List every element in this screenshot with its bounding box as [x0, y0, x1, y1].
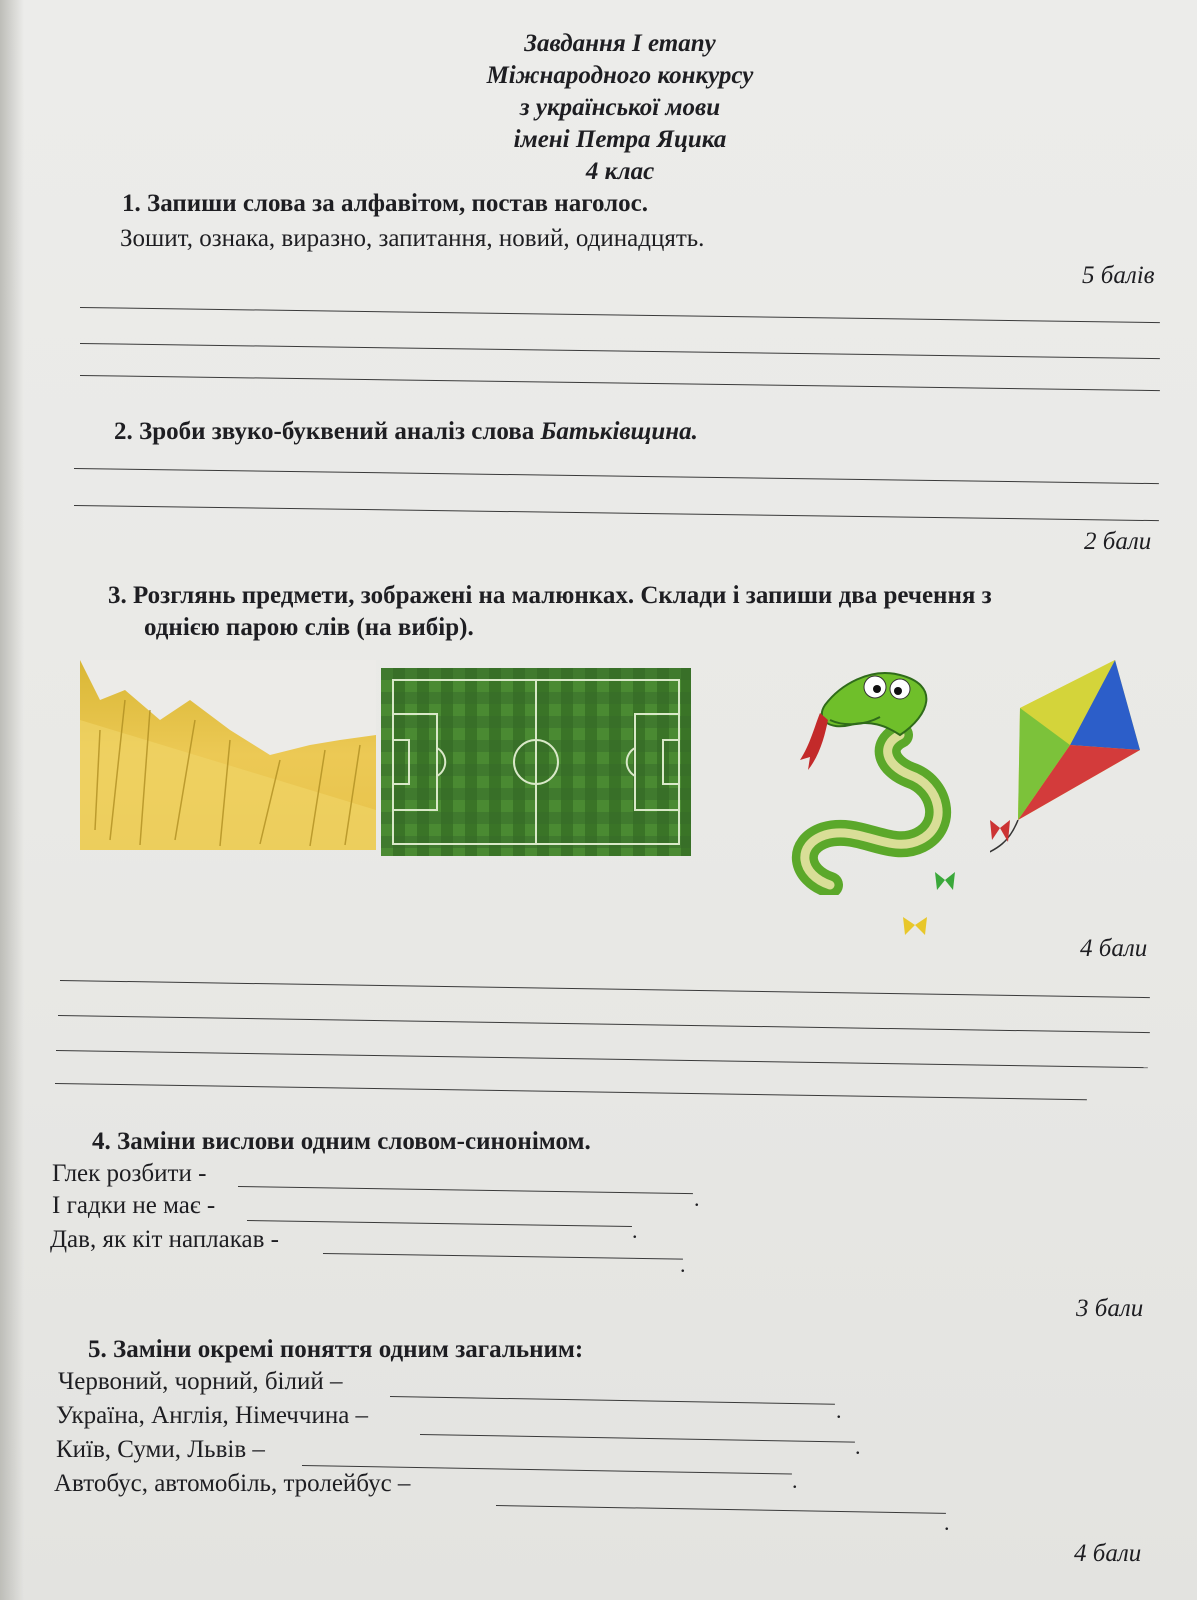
- header-line-5: 4 клас: [585, 158, 655, 185]
- answer-line[interactable]: [55, 1083, 1087, 1100]
- period: .: [855, 1434, 861, 1459]
- kite-picture: [990, 660, 1150, 920]
- wheat-field-picture: [80, 660, 376, 850]
- answer-line[interactable]: [247, 1220, 632, 1227]
- task3-title-line2: однією парою слів (на вибір).: [144, 614, 474, 641]
- football-field-picture: [381, 668, 691, 856]
- answer-line[interactable]: [58, 1015, 1150, 1033]
- answer-line[interactable]: [80, 307, 1160, 323]
- task4-points: 3 бали: [1076, 1295, 1144, 1322]
- answer-line[interactable]: [390, 1396, 835, 1405]
- task3-points: 4 бали: [1080, 935, 1148, 962]
- answer-line[interactable]: [323, 1253, 683, 1260]
- header-line-4: імені Петра Яцика: [513, 126, 727, 153]
- period: .: [792, 1468, 798, 1493]
- task5-item-1: Червоний, чорний, білий –: [58, 1368, 343, 1395]
- period: .: [632, 1218, 638, 1243]
- answer-line[interactable]: [74, 468, 1159, 484]
- task5-item-2: Україна, Англія, Німеччина –: [56, 1402, 369, 1429]
- period: .: [694, 1186, 700, 1211]
- header-line-3: з української мови: [519, 94, 721, 121]
- answer-line[interactable]: [80, 375, 1160, 391]
- header-line-2: Міжнародного конкурсу: [486, 62, 754, 89]
- page-shadow: [0, 0, 24, 1600]
- task4-item-3: Дав, як кіт наплакав -: [50, 1226, 279, 1253]
- task1-title: 1. Запиши слова за алфавітом, постав наголос.: [122, 190, 648, 217]
- task1-words: Зошит, ознака, виразно, запитання, новий, одинадцять.: [120, 225, 705, 252]
- task4-item-2: І гадки не має -: [52, 1192, 216, 1219]
- period: .: [680, 1252, 686, 1277]
- period: .: [944, 1510, 950, 1535]
- task5-title: 5. Заміни окремі поняття одним загальним:: [88, 1336, 584, 1363]
- kite-tail-bows: [895, 870, 975, 940]
- answer-line[interactable]: [496, 1505, 946, 1514]
- task2-title-text: 2. Зроби звуко-буквений аналіз слова: [114, 418, 541, 445]
- answer-line[interactable]: [56, 1050, 1148, 1068]
- task2-points: 2 бали: [1084, 528, 1152, 555]
- task3-title-line1: 3. Розглянь предмети, зображені на малюнках. Склади і запиши два речення з: [108, 582, 992, 609]
- task2-title: [114, 418, 698, 446]
- snake-picture: [790, 665, 960, 895]
- task5-item-4: Автобус, автомобіль, тролейбус –: [54, 1470, 411, 1497]
- task4-title: 4. Заміни вислови одним словом-синонімом.: [92, 1128, 591, 1155]
- task4-item-1: Глек розбити -: [52, 1160, 207, 1187]
- answer-line[interactable]: [238, 1186, 693, 1194]
- answer-line[interactable]: [420, 1434, 855, 1443]
- task2-word: Батьківщина.: [540, 418, 698, 445]
- answer-line[interactable]: [60, 980, 1150, 998]
- task5-points: 4 бали: [1074, 1540, 1142, 1567]
- task5-item-3: Київ, Суми, Львів –: [56, 1436, 265, 1463]
- answer-line[interactable]: [80, 343, 1160, 359]
- answer-line[interactable]: [74, 505, 1159, 521]
- period: .: [836, 1398, 842, 1423]
- header-line-1: Завдання І етапу: [524, 30, 716, 57]
- task1-points: 5 балів: [1082, 262, 1155, 289]
